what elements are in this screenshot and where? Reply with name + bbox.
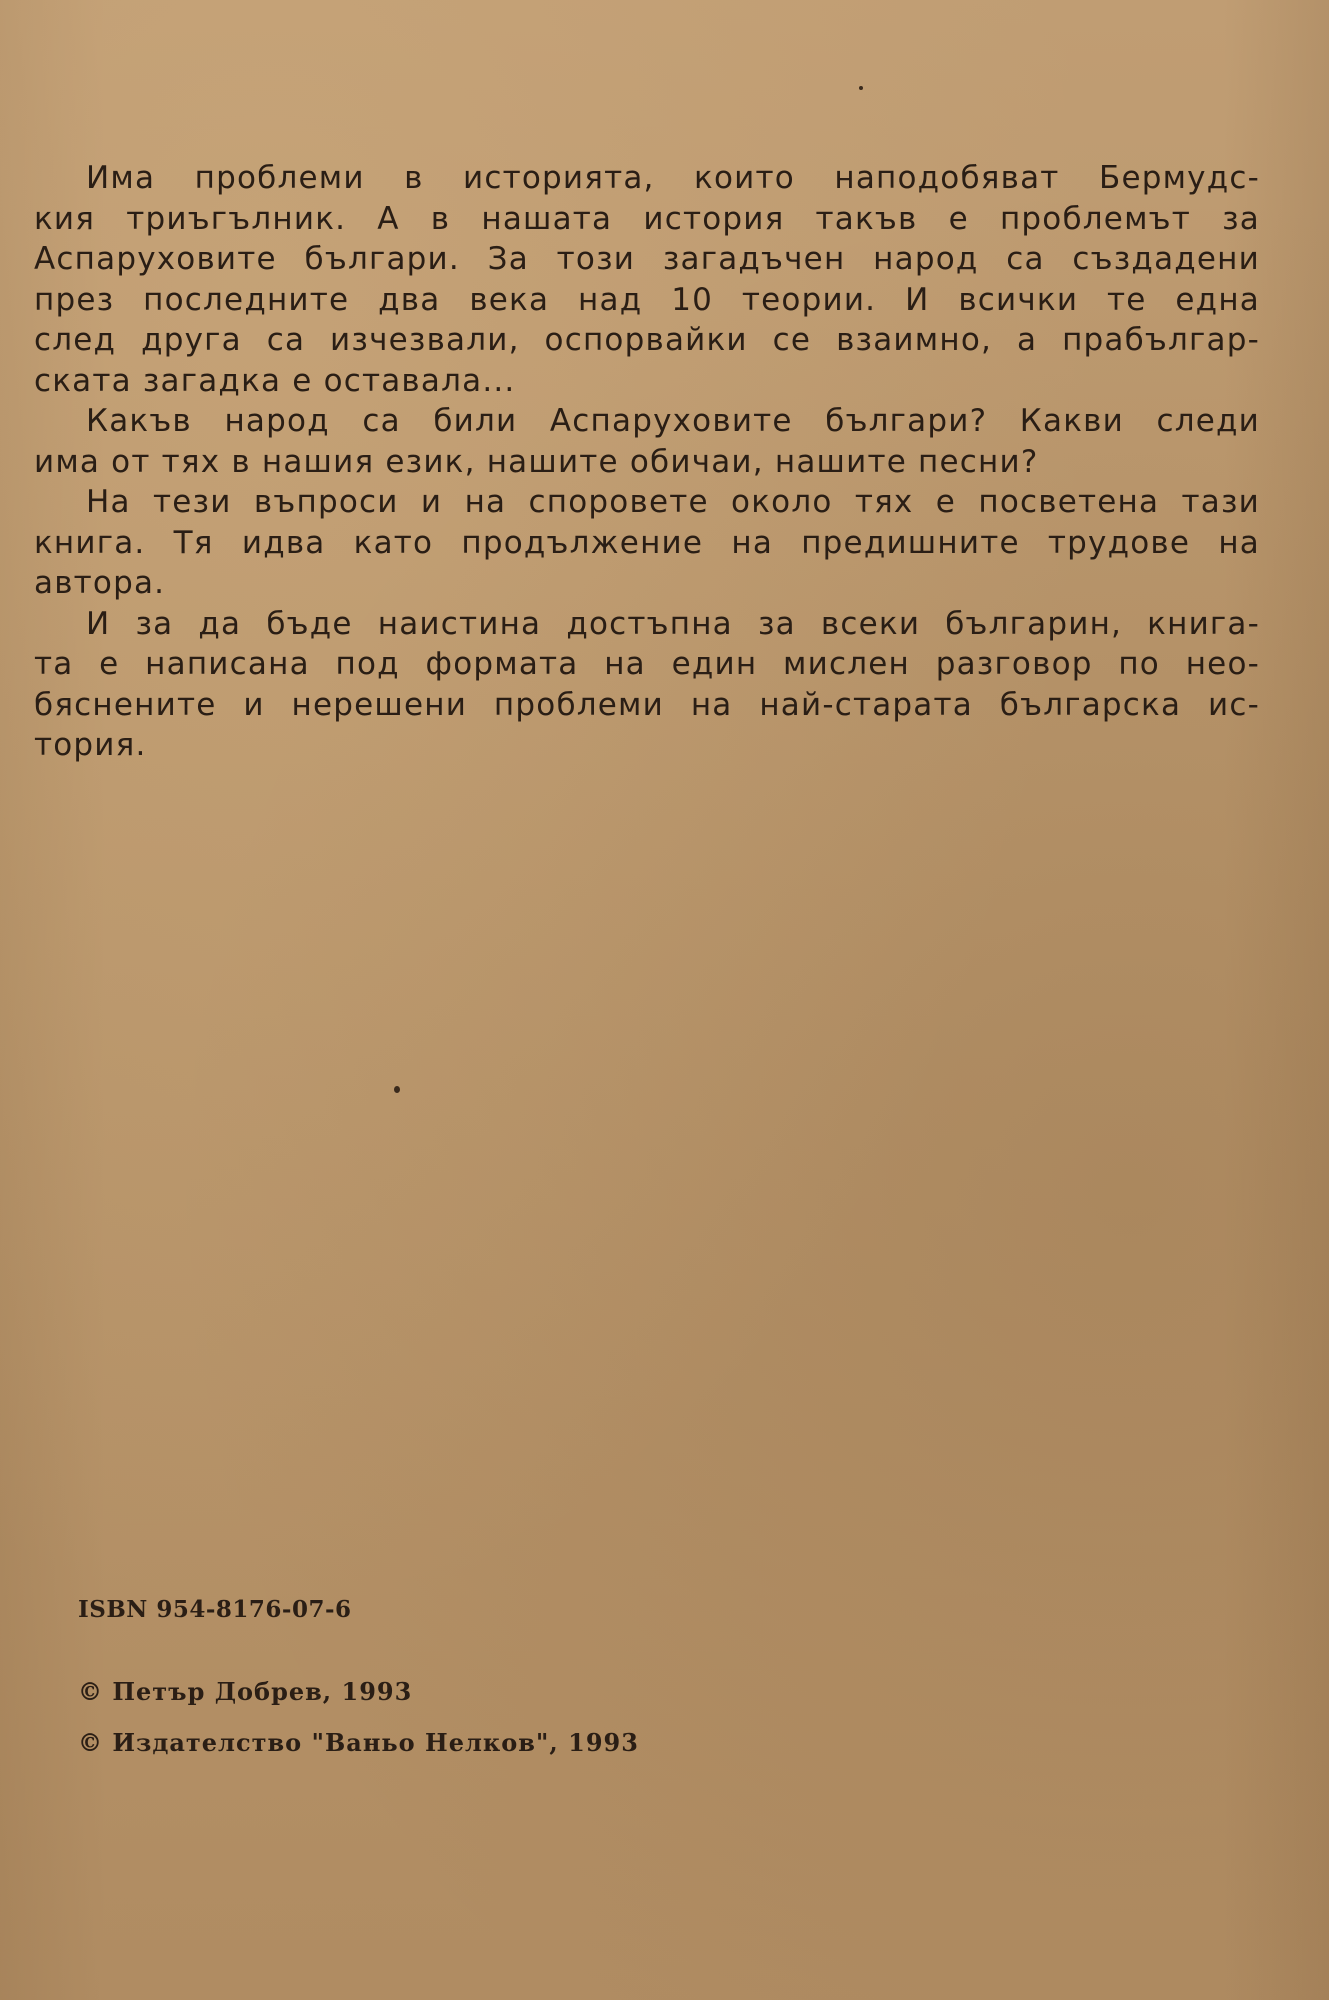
text-line: автора. (34, 565, 166, 601)
copyright-author: © Петър Добрев, 1993 (78, 1677, 413, 1706)
text-line: след друга са изчезвали, оспорвайки се взаимно, а прабългар- (34, 322, 1260, 358)
text-line: тория. (34, 727, 147, 763)
copyright-publisher: © Издателство "Ваньо Нелков", 1993 (78, 1728, 639, 1757)
paper-speck (859, 86, 863, 90)
text-line: Аспаруховите българи. За този загадъчен народ са създадени (34, 241, 1260, 277)
blurb-paragraph-2 (34, 401, 1260, 482)
text-line: бяснените и нерешени проблеми на най-старата българска ис- (34, 686, 1260, 723)
text-line: На тези въпроси и на споровете около тях е посветена тази (86, 484, 1260, 520)
text-line: през последните два века над 10 теории. И всички те една (34, 281, 1260, 318)
text-line: Какъв народ са били Аспаруховите българи? Какви следи (86, 403, 1260, 439)
blurb-paragraph-3 (34, 482, 1260, 604)
blurb-paragraph-1 (34, 158, 1260, 401)
blurb-paragraph-4 (34, 604, 1260, 766)
text-line: кия триъгълник. А в нашата история такъв е проблемът за (34, 200, 1260, 237)
paper-speck (394, 1086, 400, 1093)
imprint-block (78, 1596, 639, 1779)
text-line: има от тях в нашия език, нашите обичаи, нашите песни? (34, 443, 1039, 480)
blurb-text (34, 158, 1260, 766)
text-line: книга. Тя идва като продължение на предишните трудове на (34, 524, 1260, 561)
isbn-number: ISBN 954-8176-07-6 (78, 1596, 352, 1623)
text-line: ската загадка е оставала... (34, 362, 516, 399)
text-line: И за да бъде наистина достъпна за всеки българин, книга- (86, 605, 1260, 642)
text-line: Има проблеми в историята, които наподобяват Бермудс- (86, 160, 1260, 196)
text-line: та е написана под формата на един мислен разговор по нео- (34, 646, 1260, 682)
